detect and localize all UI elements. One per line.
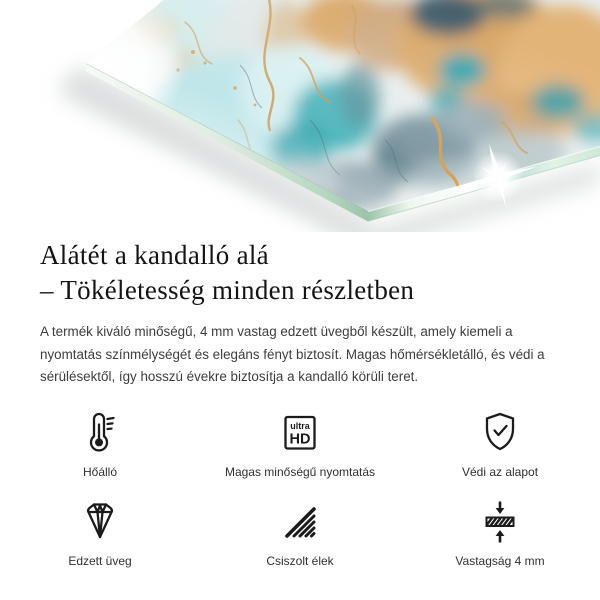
feature-thickness bbox=[400, 499, 600, 568]
product-image bbox=[0, 0, 600, 232]
svg-text:HD: HD bbox=[289, 431, 311, 448]
product-info-section bbox=[0, 238, 600, 389]
feature-label: Edzett üveg bbox=[68, 553, 132, 568]
feature-polished-edges bbox=[200, 499, 400, 568]
product-description: A termék kiváló minőségű, 4 mm vastag edzett üvegből készült, amely kiemeli a nyomtatás színmélységét és elegáns fényt biztosít. Magas hőmérsékletálló, és védi a sérülésektől, így hosszú évekre biztosítja a kandalló körüli teret. bbox=[40, 324, 545, 385]
feature-print-quality bbox=[200, 410, 400, 479]
compress-arrows-icon bbox=[480, 499, 520, 545]
ultra-hd-icon bbox=[280, 410, 320, 456]
glass-panel-photo bbox=[0, 0, 600, 232]
feature-label: Vastagság 4 mm bbox=[455, 553, 545, 568]
thermometer-icon bbox=[80, 410, 120, 456]
feature-label: Csiszolt élek bbox=[266, 553, 334, 568]
feature-label: Védi az alapot bbox=[461, 464, 539, 479]
feature-label: Hőálló bbox=[82, 464, 118, 479]
feature-tempered-glass bbox=[0, 499, 200, 568]
feature-label: Magas minőségű nyomtatás bbox=[224, 464, 376, 479]
shield-check-icon bbox=[480, 410, 520, 456]
svg-text:ultra: ultra bbox=[290, 420, 310, 431]
title-line-2: – Tökéletesség minden részletben bbox=[40, 275, 415, 306]
feature-grid bbox=[0, 410, 600, 568]
diamond-icon bbox=[80, 499, 120, 545]
polished-edges-icon bbox=[280, 499, 320, 545]
title-line-1: Alátét a kandalló alá bbox=[40, 240, 269, 270]
page-title bbox=[40, 238, 560, 308]
feature-heat-resistant bbox=[0, 410, 200, 479]
feature-protects-base bbox=[400, 410, 600, 479]
